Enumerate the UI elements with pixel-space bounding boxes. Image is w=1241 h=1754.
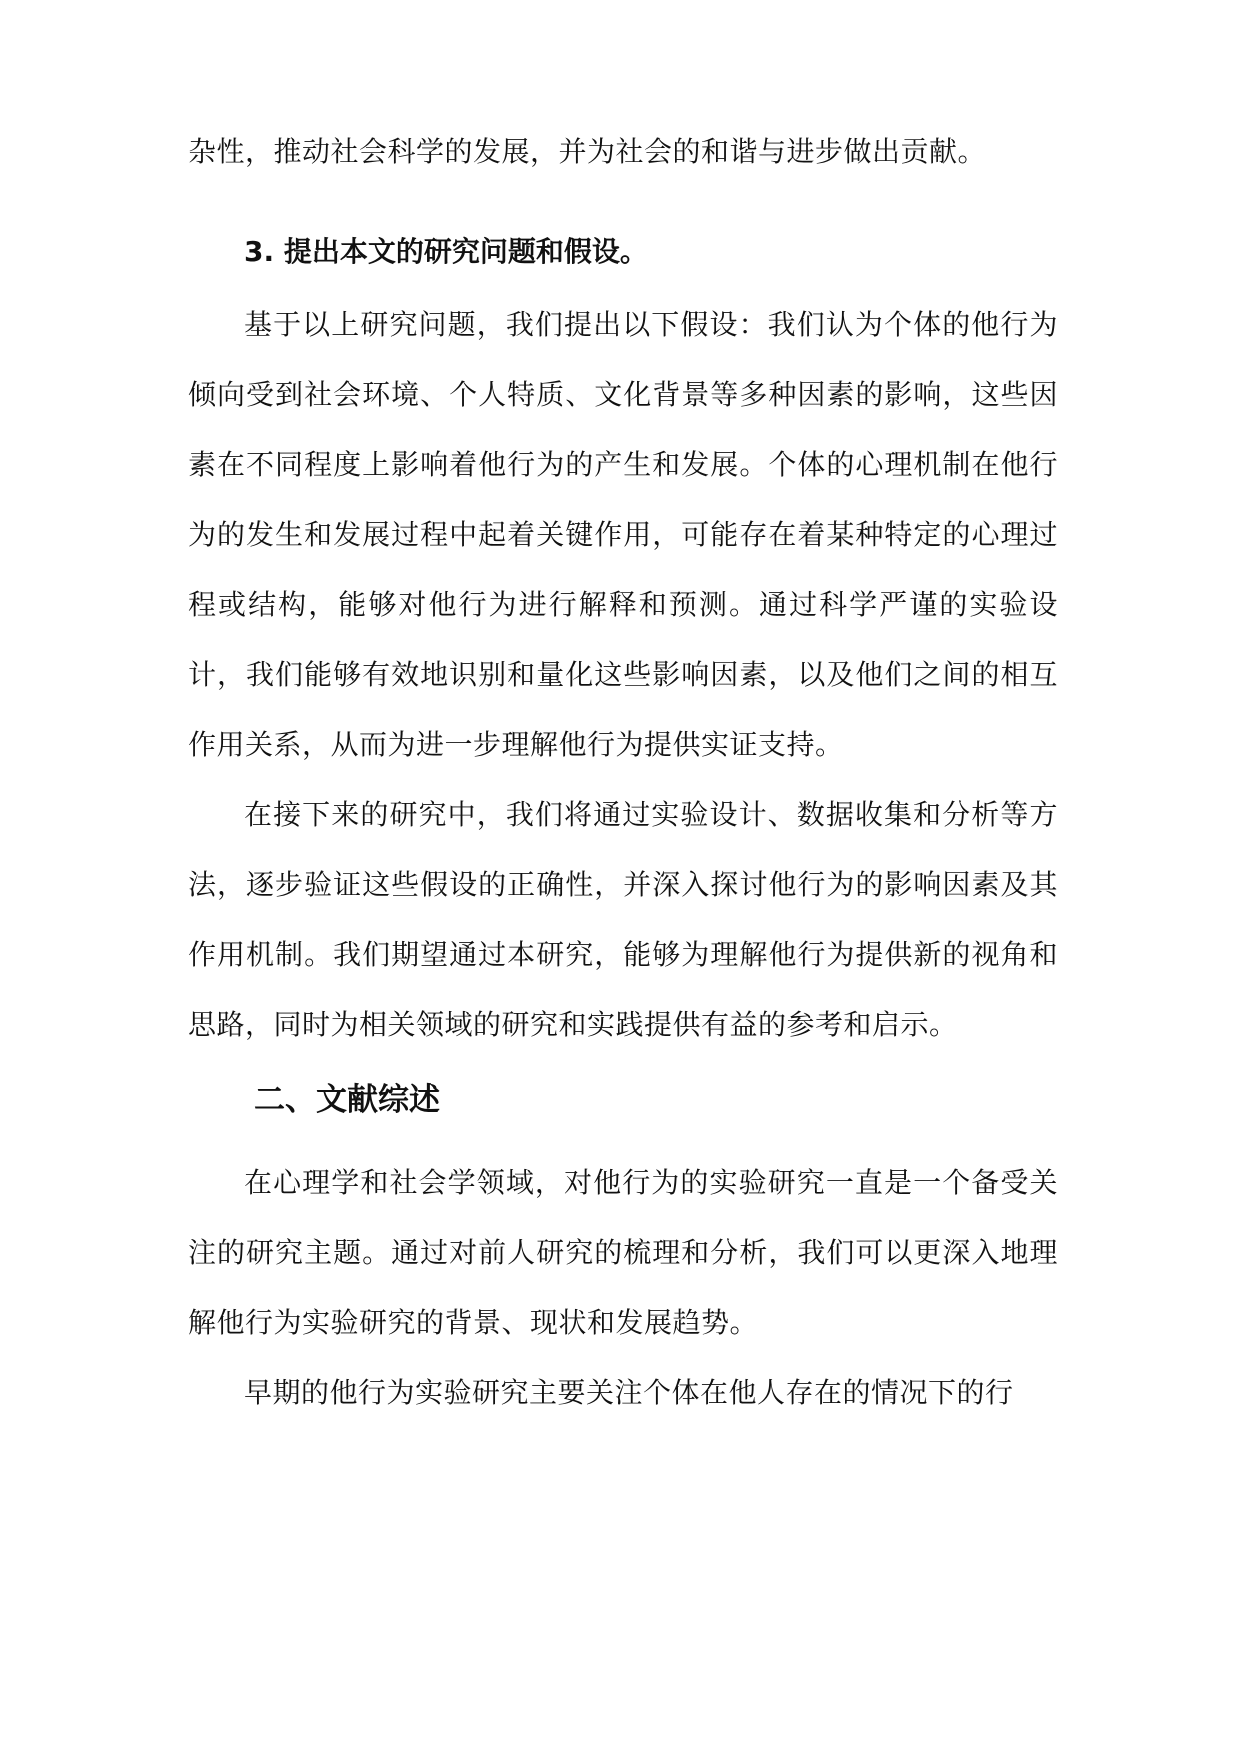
section-3-heading: 3. 提出本文的研究问题和假设。 <box>244 235 648 268</box>
early-research-paragraph: 早期的他行为实验研究主要关注个体在他人存在的情况下的行 <box>244 1376 1014 1409</box>
continuation-paragraph: 杂性，推动社会科学的发展，并为社会的和谐与进步做出贡献。 <box>188 135 987 168</box>
literature-intro-paragraph: 在心理学和社会学领域，对他行为的实验研究一直是一个备受关注的研究主题。通过对前人研究的梳理和分析，我们可以更深入地理解他行为实验研究的背景、现状和发展趋势。 <box>188 1166 1058 1339</box>
hypothesis-paragraph: 基于以上研究问题，我们提出以下假设：我们认为个体的他行为倾向受到社会环境、个人特质、文化背景等多种因素的影响，这些因素在不同程度上影响着他行为的产生和发展。个体的心理机制在他行为的发生和发展过程中起着关键作用，可能存在着某种特定的心理过程或结构，能够对他行为进行解释和预测。通过科学严谨的实验设计，我们能够有效地识别和量化这些影响因素，以及他们之间的相互作用关系，从而为进一步理解他行为提供实证支持。 <box>188 308 1058 761</box>
literature-review-heading: 二、文献综述 <box>254 1082 440 1118</box>
research-plan-paragraph: 在接下来的研究中，我们将通过实验设计、数据收集和分析等方法，逐步验证这些假设的正确性，并深入探讨他行为的影响因素及其作用机制。我们期望通过本研究，能够为理解他行为提供新的视角和思路，同时为相关领域的研究和实践提供有益的参考和启示。 <box>188 798 1058 1041</box>
